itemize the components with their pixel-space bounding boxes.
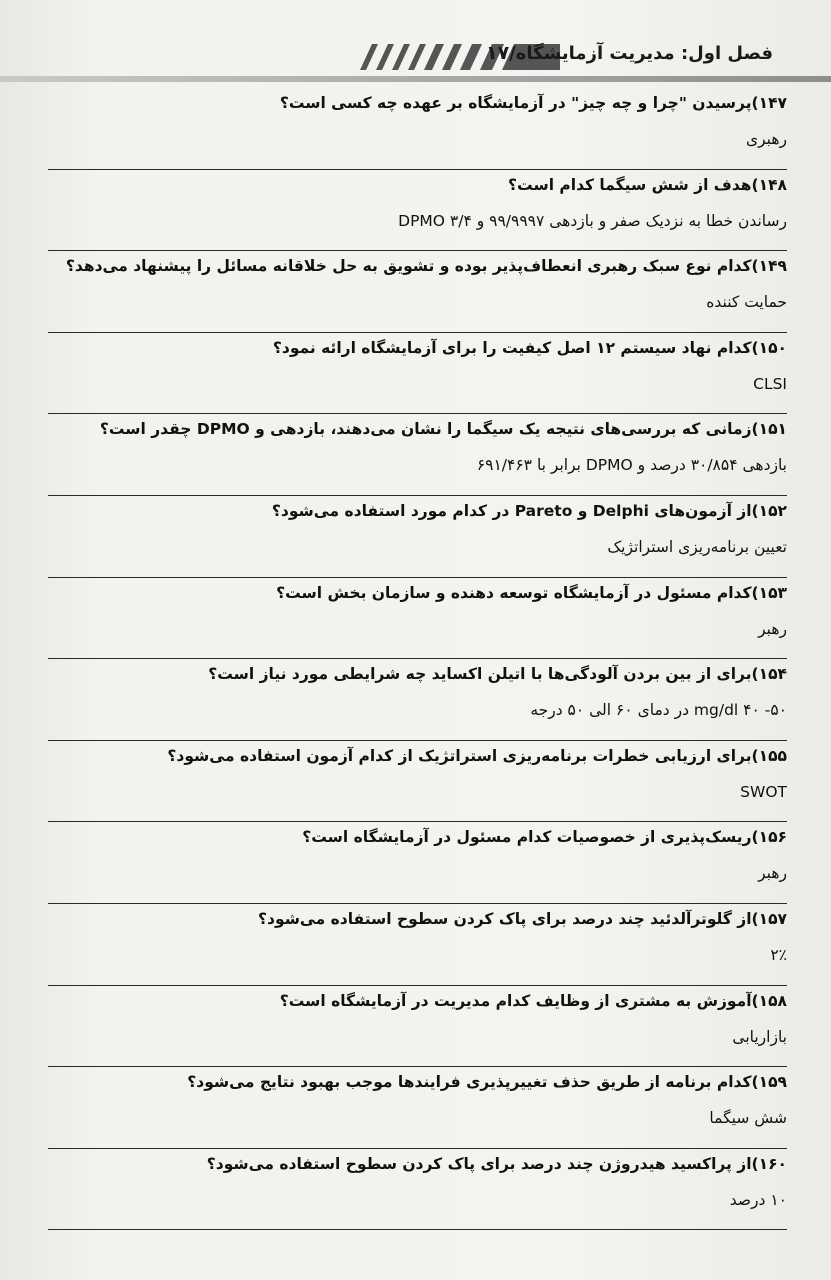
- answer-text: رهبر: [758, 619, 787, 638]
- question-text: ۱۶۰)از پراکسید هیدروژن چند درصد برای پاک کردن سطوح استفاده می‌شود؟: [206, 1154, 787, 1173]
- answer-text: شش سیگما: [709, 1109, 787, 1128]
- qa-item: [48, 170, 787, 252]
- answer-text: رهبری: [745, 130, 787, 148]
- answer-text: رساندن خطا به نزدیک صفر و بازدهی ۹۹/۹۹۹۷ و DPMO ۳/۴: [398, 211, 787, 230]
- question-text: ۱۵۱)زمانی که بررسی‌های نتیجه یک سیگما را نشان می‌دهند، بازدهی و DPMO چقدر است؟: [99, 420, 787, 439]
- question-text: ۱۵۴)برای از بین بردن آلودگی‌ها با اتیلن اکساید چه شرایطی مورد نیاز است؟: [208, 665, 787, 684]
- qa-item: [48, 822, 787, 904]
- question-text: ۱۵۵)برای ارزیابی خطرات برنامه‌ریزی استراتژیک از کدام آزمون استفاده می‌شود؟: [167, 746, 787, 765]
- qa-item: [48, 88, 787, 170]
- question-text: ۱۴۸)هدف از شش سیگما کدام است؟: [508, 175, 787, 194]
- question-text: ۱۵۷)از گلوترآلدئید چند درصد برای پاک کردن سطوح استفاده می‌شود؟: [258, 909, 787, 928]
- qa-item: [48, 578, 787, 660]
- qa-item: [48, 1067, 787, 1149]
- question-text: ۱۵۹)کدام برنامه از طریق حذف تغییرپذیری فرایندها موجب بهبود نتایج می‌شود؟: [187, 1073, 787, 1092]
- qa-item: [48, 904, 787, 986]
- qa-item: [48, 741, 787, 823]
- header-rule: [0, 76, 831, 82]
- answer-text: بازدهی ۳۰/۸۵۴ درصد و DPMO برابر با ۶۹۱/۴۶۳: [476, 456, 787, 475]
- question-text: ۱۴۷)پرسیدن "چرا و چه چیز" در آزمایشگاه بر عهده چه کسی است؟: [279, 94, 787, 112]
- answer-text: ۱۰ درصد: [729, 1190, 787, 1209]
- qa-item: [48, 251, 787, 333]
- page-number: ۱۷: [485, 42, 510, 64]
- question-text: ۱۵۳)کدام مسئول در آزمایشگاه توسعه دهنده و سازمان بخش است؟: [276, 583, 787, 602]
- answer-text: SWOT: [740, 782, 787, 801]
- answer-text: ۲٪: [770, 945, 787, 964]
- qa-item: [48, 496, 787, 578]
- question-text: ۱۵۶)ریسک‌پذیری از خصوصیات کدام مسئول در آزمایشگاه است؟: [302, 828, 787, 847]
- answer-text: حمایت کننده: [706, 293, 787, 312]
- qa-item: [48, 659, 787, 741]
- answer-text: رهبر: [758, 864, 787, 883]
- question-text: ۱۵۲)از آزمون‌های Delphi و Pareto در کدام مورد استفاده می‌شود؟: [271, 501, 787, 520]
- question-text: ۱۵۸)آموزش به مشتری از وظایف کدام مدیریت در آزمایشگاه است؟: [279, 991, 787, 1010]
- qa-list: [48, 88, 787, 1230]
- page-title: فصل اول: مدیریت آزمایشگاه/۱۷: [485, 42, 773, 64]
- answer-text: بازاریابی: [732, 1027, 787, 1046]
- page-header: [0, 40, 831, 80]
- chapter-title: فصل اول: مدیریت آزمایشگاه: [515, 43, 773, 64]
- answer-text: ۵۰- ۴۰ mg/dl در دمای ۶۰ الی ۵۰ درجه: [530, 701, 787, 720]
- qa-item: [48, 1149, 787, 1231]
- question-text: ۱۵۰)کدام نهاد سیستم ۱۲ اصل کیفیت را برای آزمایشگاه ارائه نمود؟: [272, 338, 787, 357]
- answer-text: CLSI: [753, 374, 787, 393]
- answer-text: تعیین برنامه‌ریزی استراتژیک: [607, 537, 787, 556]
- qa-item: [48, 333, 787, 415]
- qa-item: [48, 414, 787, 496]
- question-text: ۱۴۹)کدام نوع سبک رهبری انعطاف‌پذیر بوده و تشویق به حل خلاقانه مسائل را پیشنهاد می‌دهد؟: [65, 257, 787, 276]
- qa-item: [48, 986, 787, 1068]
